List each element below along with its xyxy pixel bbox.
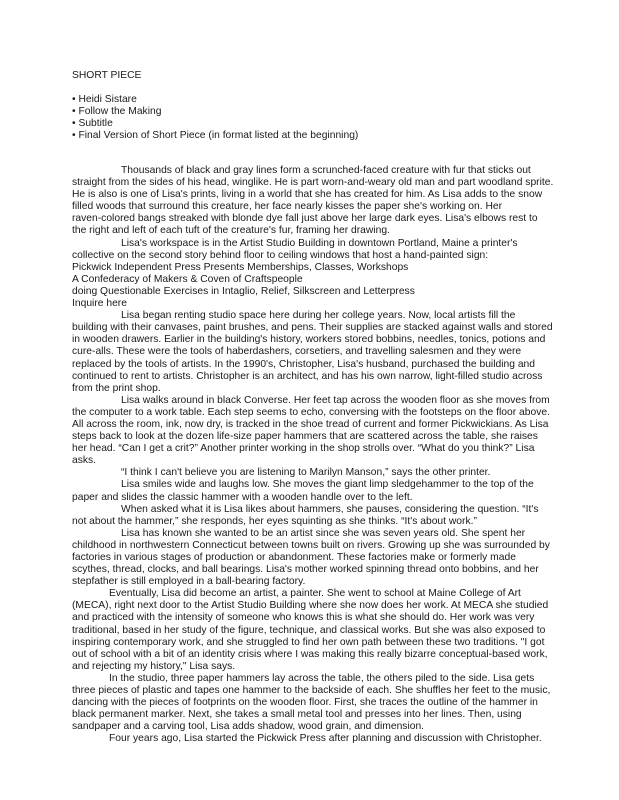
body-text-line: A Confederacy of Makers & Coven of Craftspeople [72, 273, 303, 285]
body-text-line: Lisa smiles wide and laughs low. She moves the giant limp sledgehammer to the top of the [121, 479, 534, 491]
body-text-line: traditional, based in her study of the figure, technique, and classical works. But she was also exposed to [72, 624, 546, 636]
body-text-line: collective on the second story behind floor to ceiling windows that host a hand-painted sign: [72, 249, 489, 261]
body-text-line: raven-colored bangs streaked with blonde dye fall just above her large dark eyes. Lisa's elbows rest to [72, 213, 538, 225]
body-text-line: not about the hammer,” she responds, her eyes squinting as she thinks. “It's about work.” [72, 515, 477, 527]
body-text-line: Thousands of black and gray lines form a scrunched-faced creature with fur that sticks out [121, 165, 531, 176]
body-text-line: All across the room, ink, now dry, is tracked in the shoe tread of current and former Pickwickians. As Lisa [72, 418, 549, 430]
body-text-line: Pickwick Independent Press Presents Memberships, Classes, Workshops [72, 261, 409, 273]
body-text-line: asks. [72, 455, 97, 467]
body-text-line: her head. “Can I get a crit?” Another printer working in the shop strolls over. “What do you think?” Lisa [72, 443, 535, 455]
document-title: SHORT PIECE [72, 70, 142, 81]
body-text-line: Lisa walks around in black Converse. Her feet tap across the wooden floor as she moves from [121, 394, 550, 406]
body-text-line: childhood in northwestern Connecticut between towns built on rivers. Growing up she was surrounded by [72, 539, 550, 551]
body-text-line: paper and slides the classic hammer with a wooden handle over to the left. [72, 491, 413, 503]
body-text-line: He is also is one of Lisa's prints, living in a world that she has created for him. As Lisa adds to the snow [72, 189, 543, 201]
document-body [72, 165, 553, 746]
body-text-line: building with their canvases, paint brushes, and pens. Their supplies are stacked against walls and stored [72, 322, 553, 334]
body-text-line: steps back to look at the dozen life-size paper hammers that are scattered across the table, she raises [72, 431, 538, 443]
body-text-line: When asked what it is Lisa likes about hammers, she pauses, considering the question. “It's [121, 503, 539, 515]
body-text-line: sandpaper and a carving tool, Lisa adds shadow, wood grain, and dimension. [72, 721, 425, 733]
body-text-line: “I think I can't believe you are listening to Marilyn Manson,” says the other printer. [121, 467, 491, 479]
body-text-line: continued to rent to artists. Christopher is an architect, and has his own narrow, light-filled studio across [72, 370, 543, 382]
body-text-line: scythes, thread, clocks, and ball bearings. Lisa's mother worked spinning thread onto bobbins, and her [72, 564, 539, 576]
body-text-line: stepfather is still employed in a ball-bearing factory. [72, 576, 306, 588]
body-text-line: inspiring contemporary work, and she struggled to find her own path between these two traditions. "I got [72, 636, 545, 648]
body-text-line: replaced by the tools of artists. In the 1990's, Christopher, Lisa's husband, purchased the building and [72, 358, 536, 370]
body-text-line: Lisa began renting studio space here during her college years. Now, local artists fill the [121, 310, 516, 322]
body-text-line: In the studio, three paper hammers lay across the table, the others piled to the side. Lisa gets [109, 672, 535, 684]
body-text-line: and practiced with the intensity of someone who knows this is what she should do. Her work was very [72, 612, 535, 624]
body-text-line: and rejecting my history," Lisa says. [72, 660, 236, 672]
body-text-line: Eventually, Lisa did become an artist, a painter. She went to school at Maine College of Art [109, 588, 521, 600]
body-text-line: cure-alls. These were the tools of haberdashers, corsetiers, and travelling salesmen and they were [72, 346, 522, 358]
bullet-item: • Heidi Sistare [72, 94, 137, 105]
body-text-line: from the print shop. [72, 382, 161, 394]
body-text-line: Four years ago, Lisa started the Pickwick Press after planning and discussion with Christopher. [109, 733, 542, 745]
body-text-line: three pieces of plastic and tapes one hammer to the backside of each. She shuffles her feet to the music, [72, 685, 551, 697]
body-text-line: the computer to a work table. Each step seems to echo, conversing with the footsteps on the floor above. [72, 406, 550, 418]
body-text-line: the right and left of each tuft of the creature's fur, framing her drawing. [72, 225, 390, 237]
bullet-item: • Follow the Making [72, 106, 162, 118]
body-text-line: Lisa's workspace is in the Artist Studio Building in downtown Portland, Maine a printer's [121, 237, 518, 249]
body-text-line: (MECA), right next door to the Artist Studio Building where she now does her work. At MECA she studied [72, 600, 549, 612]
body-text-line: doing Questionable Exercises in Intaglio, Relief, Silkscreen and Letterpress [72, 285, 415, 297]
body-text-line: Inquire here [72, 298, 127, 310]
body-text-line: straight from the sides of his head, winglike. He is part worn-and-weary old man and part woodland sprite. [72, 177, 554, 189]
body-text-line: in wooden drawers. Earlier in the building's history, workers stored bobbins, needles, tonics, potions and [72, 334, 546, 346]
bullet-item: • Final Version of Short Piece (in format listed at the beginning) [72, 130, 359, 142]
bullet-item: • Subtitle [72, 118, 113, 130]
body-text-line: factories in various stages of production or abandonment. These factories make or formerly made [72, 552, 516, 563]
body-text-line: Lisa has known she wanted to be an artist since she was seven years old. She spent her [121, 527, 526, 539]
body-text-line: filled woods that surround this creature, her face nearly kisses the paper she's working on. Her [72, 201, 503, 213]
bullet-list [72, 94, 358, 142]
body-text-line: out of school with a bit of an identity crisis where I was making this really bizarre conceptual-based work, [72, 648, 548, 660]
body-text-line: dancing with the pieces of footprints on the wooden floor. First, she traces the outline of the hammer in [72, 697, 538, 709]
body-text-line: black permanent marker. Next, she takes a small metal tool and presses into her lines. Then, using [72, 709, 522, 721]
